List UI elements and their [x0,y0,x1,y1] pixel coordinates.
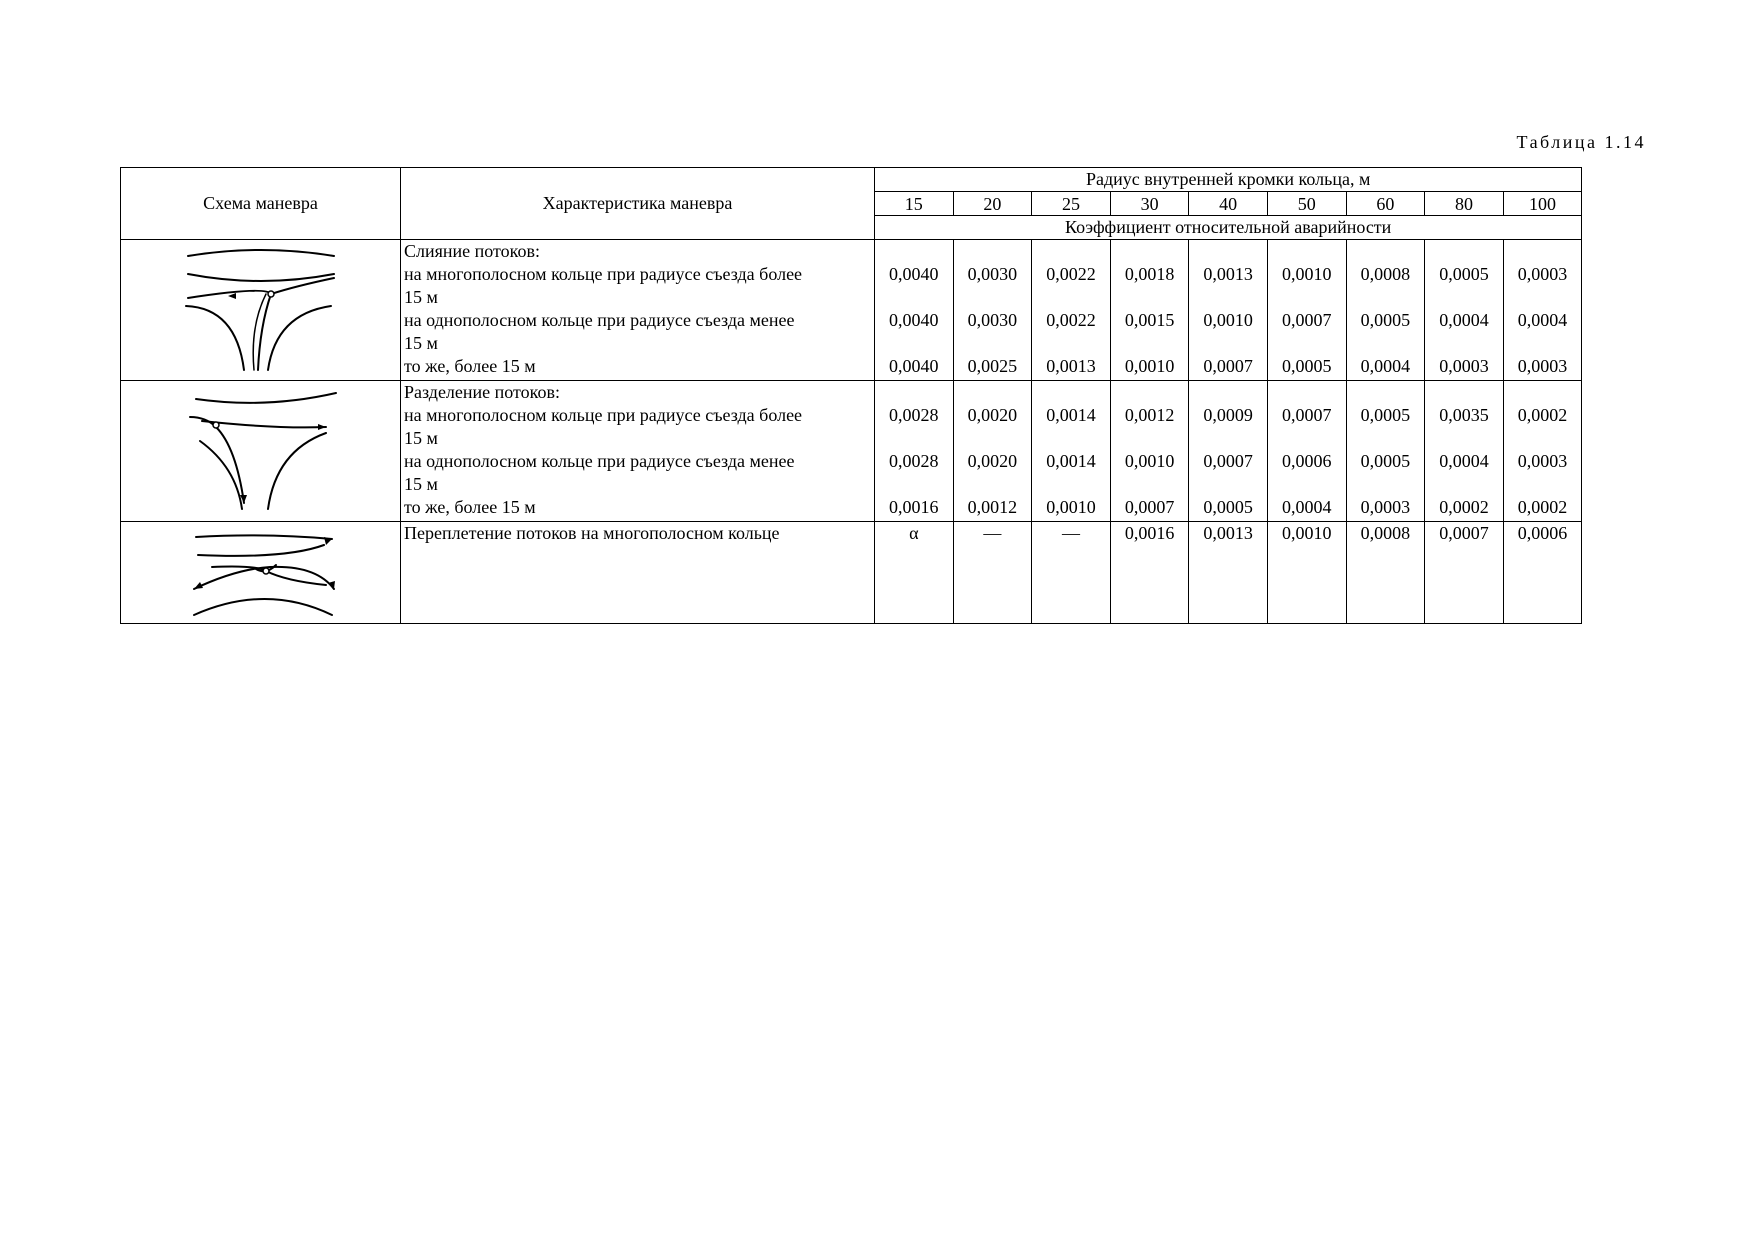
value: 0,0007 [1124,497,1175,517]
value-cell [1189,522,1268,624]
header-radius-15: 15 [875,192,954,216]
split-description [401,381,875,522]
row-text: на многополосном кольце при радиусе съезда более [404,264,803,284]
value-cell [953,240,1032,381]
header-radius-title: Радиус внутренней кромки кольца, м [875,168,1582,192]
value-cell [1503,240,1582,381]
value: 0,0020 [967,451,1018,471]
value-cell [1032,240,1111,381]
value: 0,0022 [1046,264,1096,284]
scheme-split-cell [121,381,401,522]
value: α [909,523,919,543]
value: 0,0040 [889,356,939,376]
value-cell [875,522,954,624]
merge-description [401,240,875,381]
value: — [1061,523,1080,543]
value-cell [1110,522,1189,624]
group-title: Разделение потоков: [404,382,561,402]
table-row [121,240,1582,381]
value-cell [1110,381,1189,522]
value: 0,0004 [1439,451,1489,471]
table-row [121,381,1582,522]
header-radius-50: 50 [1267,192,1346,216]
value: 0,0012 [967,497,1018,517]
value: 0,0005 [1439,264,1489,284]
value: 0,0003 [1360,497,1411,517]
value: 0,0030 [967,264,1018,284]
header-coefficient-title: Коэффициент относительной аварийности [875,216,1582,240]
value-cell [1503,381,1582,522]
row-text: то же, более 15 м [404,497,536,517]
value: 0,0010 [1203,310,1253,330]
value: 0,0035 [1439,405,1489,425]
value: 0,0014 [1046,451,1096,471]
row-text: то же, более 15 м [404,356,536,376]
header-radius-20: 20 [953,192,1032,216]
value: 0,0010 [1282,523,1332,543]
group-title: Переплетение потоков на многополосном кольце [404,523,780,543]
value-cell [1425,381,1504,522]
weaving-description [401,522,875,624]
row-text: на однополосном кольце при радиусе съезда менее [404,310,795,330]
value: 0,0005 [1360,310,1411,330]
value-cell [1189,381,1268,522]
value: 0,0025 [967,356,1018,376]
weaving-flows-icon [176,525,346,621]
header-radius-40: 40 [1189,192,1268,216]
value: 0,0012 [1124,405,1175,425]
value-cell [1346,522,1425,624]
value: 0,0002 [1517,405,1568,425]
value: 0,0016 [889,497,939,517]
value: 0,0013 [1203,264,1253,284]
table-caption: Таблица 1.14 [1516,132,1646,152]
value: 0,0007 [1282,405,1332,425]
value: 0,0003 [1439,356,1489,376]
row-text-continuation: 15 м [404,333,438,353]
header-radius-60: 60 [1346,192,1425,216]
value: 0,0010 [1124,451,1175,471]
value: 0,0016 [1124,523,1175,543]
value: 0,0040 [889,310,939,330]
value-cell [1346,240,1425,381]
merge-flows-icon [176,246,346,374]
value-cell [1267,522,1346,624]
value: 0,0007 [1203,451,1253,471]
value: 0,0013 [1203,523,1253,543]
value: 0,0005 [1360,405,1411,425]
value: 0,0003 [1517,451,1568,471]
value-cell [953,522,1032,624]
value: 0,0004 [1517,310,1568,330]
header-radius-80: 80 [1425,192,1504,216]
header-scheme: Схема маневра [121,168,401,240]
value: 0,0010 [1124,356,1175,376]
value: 0,0040 [889,264,939,284]
value: 0,0008 [1360,264,1411,284]
value-cell [1267,381,1346,522]
row-text-continuation: 15 м [404,474,438,494]
value: 0,0007 [1282,310,1332,330]
value-cell [1189,240,1268,381]
value: 0,0006 [1517,523,1568,543]
row-text: на однополосном кольце при радиусе съезда менее [404,451,795,471]
value: — [983,523,1002,543]
value: 0,0010 [1282,264,1332,284]
group-title: Слияние потоков: [404,241,541,261]
value: 0,0005 [1282,356,1332,376]
header-radius-100: 100 [1503,192,1582,216]
value: 0,0004 [1439,310,1489,330]
value: 0,0020 [967,405,1018,425]
value: 0,0007 [1203,356,1253,376]
table-row [121,522,1582,624]
value-cell [1032,522,1111,624]
value: 0,0007 [1439,523,1489,543]
value-cell [1346,381,1425,522]
value: 0,0028 [889,451,939,471]
row-text-continuation: 15 м [404,287,438,307]
value: 0,0006 [1282,451,1332,471]
value-cell [1110,240,1189,381]
value-cell [1032,381,1111,522]
accident-coefficient-table [120,167,1582,624]
value: 0,0004 [1282,497,1332,517]
value-cell [1425,240,1504,381]
value-cell [875,381,954,522]
header-radius-30: 30 [1110,192,1189,216]
value-cell [1425,522,1504,624]
value: 0,0018 [1124,264,1175,284]
value: 0,0005 [1203,497,1253,517]
row-text-continuation: 15 м [404,428,438,448]
value-cell [875,240,954,381]
value: 0,0010 [1046,497,1096,517]
value: 0,0022 [1046,310,1096,330]
value: 0,0008 [1360,523,1411,543]
value: 0,0004 [1360,356,1411,376]
value: 0,0002 [1517,497,1568,517]
value: 0,0030 [967,310,1018,330]
header-characteristic: Характеристика маневра [401,168,875,240]
row-text: на многополосном кольце при радиусе съезда более [404,405,803,425]
header-radius-25: 25 [1032,192,1111,216]
value: 0,0003 [1517,264,1568,284]
value-cell [1503,522,1582,624]
value: 0,0028 [889,405,939,425]
split-flows-icon [176,387,346,515]
value-cell [953,381,1032,522]
value: 0,0005 [1360,451,1411,471]
value: 0,0015 [1124,310,1175,330]
value: 0,0013 [1046,356,1096,376]
value: 0,0003 [1517,356,1568,376]
value: 0,0014 [1046,405,1096,425]
scheme-merge-cell [121,240,401,381]
value: 0,0009 [1203,405,1253,425]
value-cell [1267,240,1346,381]
value: 0,0002 [1439,497,1489,517]
scheme-weaving-cell [121,522,401,624]
